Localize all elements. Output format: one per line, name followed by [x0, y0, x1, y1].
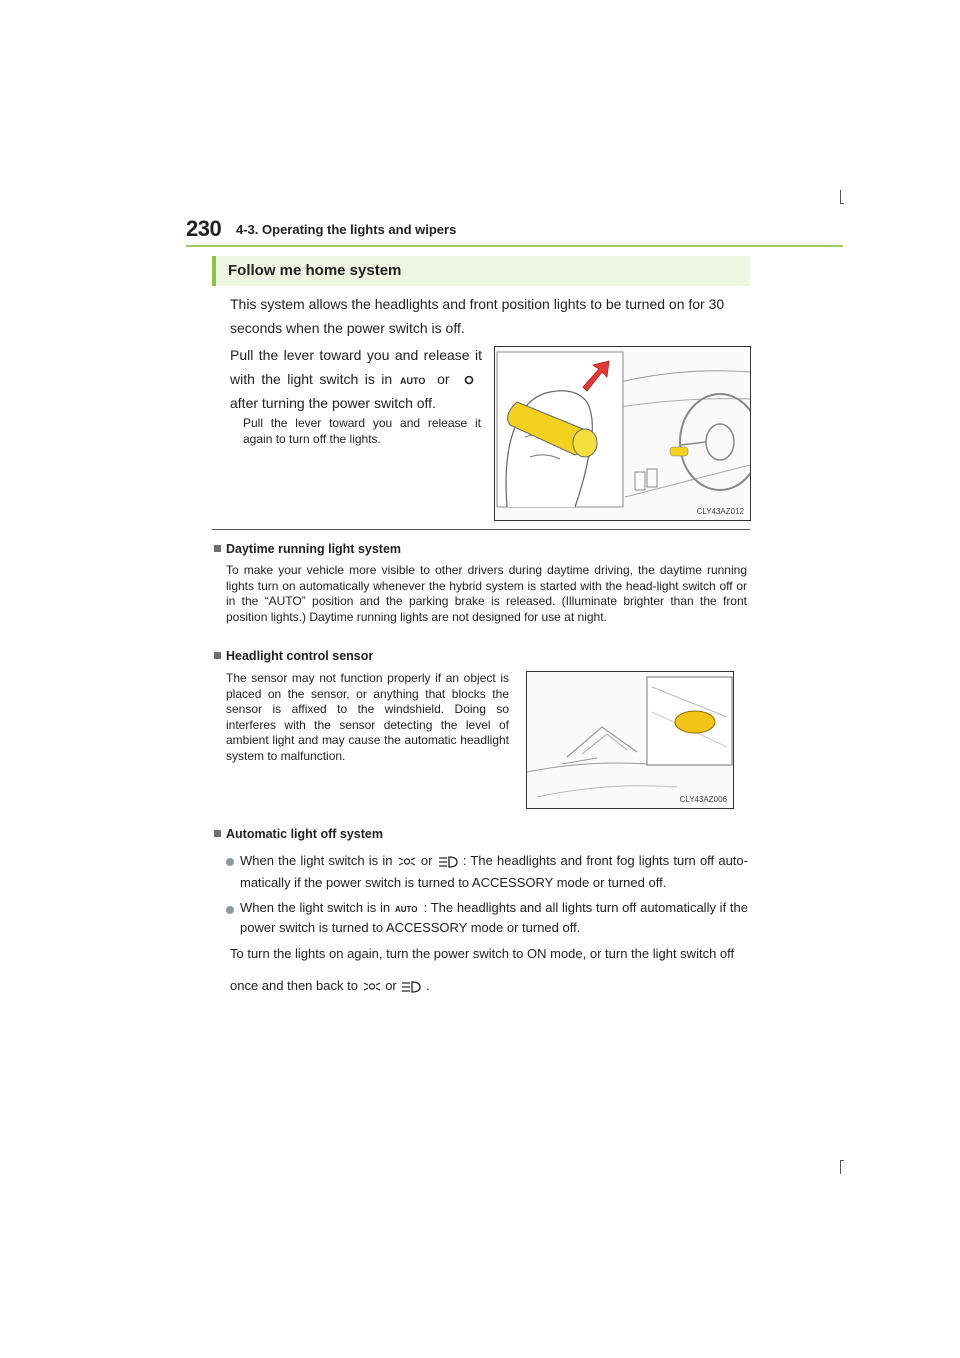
- drl-heading: [214, 542, 401, 556]
- crop-mark: [840, 203, 844, 204]
- follow-me-note: Pull the lever toward you and release it again to turn off the lights.: [243, 416, 481, 446]
- position-lights-icon: [362, 980, 382, 993]
- figure-code: CLY43AZ006: [679, 795, 727, 804]
- final-pre: To turn the lights on again, turn the power switch to ON mode, or turn the light switch off once and then back to: [230, 946, 735, 993]
- headlight-icon: [400, 980, 422, 994]
- sensor-heading: [214, 649, 373, 663]
- position-lights-icon: [456, 374, 482, 386]
- auto-off-bullet-1: [240, 850, 748, 894]
- lever-figure: [494, 346, 751, 521]
- figure-code: CLY43AZ012: [696, 507, 744, 516]
- square-bullet-icon: [214, 545, 221, 552]
- follow-me-step: [230, 343, 482, 415]
- section-title: 4-3. Operating the lights and wipers: [236, 222, 457, 237]
- page-number: 230: [186, 216, 222, 241]
- square-bullet-icon: [214, 652, 221, 659]
- auto-off-final: [230, 938, 750, 1002]
- square-bullet-icon: [214, 830, 221, 837]
- final-post: .: [426, 978, 430, 993]
- auto-symbol-icon: [399, 374, 431, 386]
- auto-off-bullet-2: [240, 898, 748, 938]
- crop-mark: [840, 1160, 844, 1161]
- header-rule: [186, 245, 843, 247]
- follow-me-intro: This system allows the headlights and front position lights to be turned on for 30 seconds when the power switch is off.: [230, 296, 725, 336]
- sensor-heading-text: Headlight control sensor: [226, 649, 374, 663]
- bullet-dot: [226, 858, 234, 866]
- crop-mark: [840, 1160, 841, 1174]
- b1-post: : The headlights and front fog lights turn off auto-matically if the power switch is turned to ACCESSORY mode or turned off.: [240, 853, 748, 890]
- drl-heading-text: Daytime running light system: [226, 542, 402, 556]
- auto-symbol-text: AUTO: [394, 905, 418, 915]
- headlight-icon: [437, 855, 459, 869]
- drl-body: To make your vehicle more visible to other drivers during daytime driving, the daytime running lights turn on automatically whenever the hybrid system is started with the head-light switch off or in the “AUTO” position and the parking brake is released. (Illuminate brighter than the front position lights.) Daytime running lights are not designed for use at night.: [226, 563, 747, 624]
- auto-off-heading: [214, 827, 383, 841]
- position-lights-icon: [397, 855, 417, 868]
- sensor-figure: [526, 671, 734, 809]
- step-text-1: Pull the lever toward you and release it with the light switch is in: [230, 347, 482, 387]
- sensor-illustration: [527, 672, 734, 809]
- sensor-body: The sensor may not function properly if an object is placed on the sensor, or anything that blocks the sensor is affixed to the windshield. Doing so interferes with the sensor detecting the level of ambient light and may cause the automatic headlight system to malfunction.: [226, 671, 509, 763]
- b1-or: or: [420, 853, 433, 868]
- follow-me-heading-band: [212, 256, 750, 286]
- auto-symbol-icon: [394, 903, 420, 914]
- lever-illustration: [495, 347, 751, 521]
- b2-post: : The headlights and all lights turn off automatically if the power switch is turned to ACCESSORY mode or turned off.: [240, 900, 748, 935]
- step-text-2: after turning the power switch off.: [230, 395, 436, 411]
- final-or: or: [385, 978, 397, 993]
- auto-off-heading-text: Automatic light off system: [226, 827, 383, 841]
- section-divider: [212, 529, 750, 530]
- b2-pre: When the light switch is in: [240, 900, 391, 915]
- bullet-dot: [226, 906, 234, 914]
- auto-symbol-text: AUTO: [399, 376, 425, 387]
- step-or: or: [437, 371, 450, 387]
- b1-pre: When the light switch is in: [240, 853, 393, 868]
- crop-mark: [840, 190, 841, 204]
- follow-me-heading: Follow me home system: [228, 262, 402, 279]
